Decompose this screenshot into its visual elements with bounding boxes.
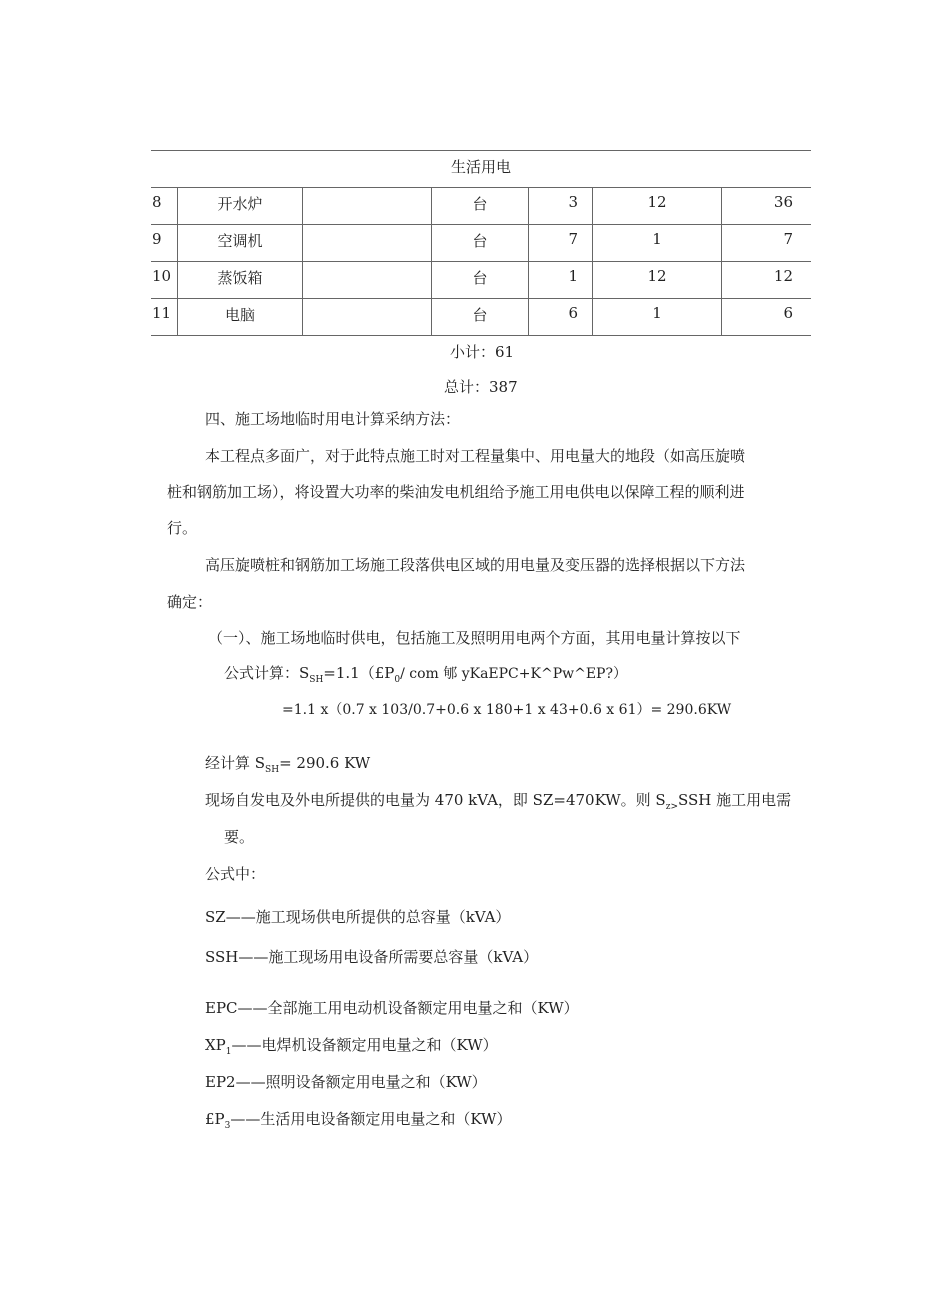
supply-line: 要。 xyxy=(224,828,255,846)
table-row xyxy=(151,188,811,225)
cell-spec xyxy=(303,188,432,225)
cell-name: 开水炉 xyxy=(178,188,303,225)
paragraph-line: 高压旋喷桩和钢筋加工场施工段落供电区域的用电量及变压器的选择根据以下方法 xyxy=(205,556,746,574)
cell-name: 电脑 xyxy=(178,299,303,336)
cell-spec xyxy=(303,299,432,336)
table-row xyxy=(151,262,811,299)
power-table xyxy=(151,150,811,336)
subtotal: 小计：61 xyxy=(450,343,515,361)
definition-line: SZ——施工现场供电所提供的总容量（kVA） xyxy=(205,908,511,926)
cell-no: 10 xyxy=(151,262,178,299)
cell-qty: 6 xyxy=(529,299,593,336)
cell-total: 7 xyxy=(722,225,812,262)
cell-spec xyxy=(303,262,432,299)
paragraph-line: 桩和钢筋加工场），将设置大功率的柴油发电机组给予施工用电供电以保障工程的顺利进 xyxy=(167,483,745,501)
cell-power: 12 xyxy=(593,188,722,225)
cell-no: 8 xyxy=(151,188,178,225)
cell-name: 蒸饭箱 xyxy=(178,262,303,299)
cell-power: 1 xyxy=(593,225,722,262)
cell-total: 12 xyxy=(722,262,812,299)
section-heading: 四、施工场地临时用电计算采纳方法： xyxy=(205,410,461,428)
cell-total: 6 xyxy=(722,299,812,336)
calc-result: 经计算 $S_{SH}= 290.6$ KW xyxy=(205,754,371,775)
definition-line: $£P_3——$生活用电设备额定用电量之和（KW） xyxy=(205,1110,512,1131)
grand-total: 总计：387 xyxy=(444,378,518,396)
cell-unit: 台 xyxy=(432,225,529,262)
paragraph-line: 本工程点多面广，对于此特点施工时对工程量集中、用电量大的地段（如高压旋喷 xyxy=(205,447,746,465)
definition-line: $XP_1——$电焊机设备额定用电量之和（KW） xyxy=(205,1036,498,1057)
cell-qty: 3 xyxy=(529,188,593,225)
cell-unit: 台 xyxy=(432,262,529,299)
formula-label: 公式中： xyxy=(205,865,266,883)
formula: 公式计算：$S_{SH}=1.1(£P_0/$ com 郇 yKaEPC+K^Pw^EP?） xyxy=(224,664,627,685)
definition-line: SSH——施工现场用电设备所需要总容量（kVA） xyxy=(205,948,539,966)
table-row xyxy=(151,225,811,262)
cell-name: 空调机 xyxy=(178,225,303,262)
supply-line: 现场自发电及外电所提供的电量为 470 kVA，即 SZ=470KW。则 $S_{z>}SSH$ 施工用电需 xyxy=(205,791,792,812)
table-row xyxy=(151,299,811,336)
cell-no: 11 xyxy=(151,299,178,336)
cell-spec xyxy=(303,225,432,262)
formula-calculation: =1.1 x（0.7 x 103/0.7+0.6 x 180+1 x 43+0.6 x 61）= 290.6KW xyxy=(282,702,732,718)
cell-qty: 1 xyxy=(529,262,593,299)
cell-unit: 台 xyxy=(432,188,529,225)
cell-qty: 7 xyxy=(529,225,593,262)
table-section-title: 生活用电 xyxy=(151,151,811,188)
cell-unit: 台 xyxy=(432,299,529,336)
definition-line: EPC——全部施工用电动机设备额定用电量之和（KW） xyxy=(205,999,579,1017)
cell-no: 9 xyxy=(151,225,178,262)
subsection-line: （一）、施工场地临时供电，包括施工及照明用电两个方面，其用电量计算按以下 xyxy=(208,629,741,647)
cell-total: 36 xyxy=(722,188,812,225)
cell-power: 1 xyxy=(593,299,722,336)
paragraph-line: 行。 xyxy=(167,519,198,537)
definition-line: EP2——照明设备额定用电量之和（KW） xyxy=(205,1073,487,1091)
cell-power: 12 xyxy=(593,262,722,299)
paragraph-line: 确定： xyxy=(167,593,213,611)
